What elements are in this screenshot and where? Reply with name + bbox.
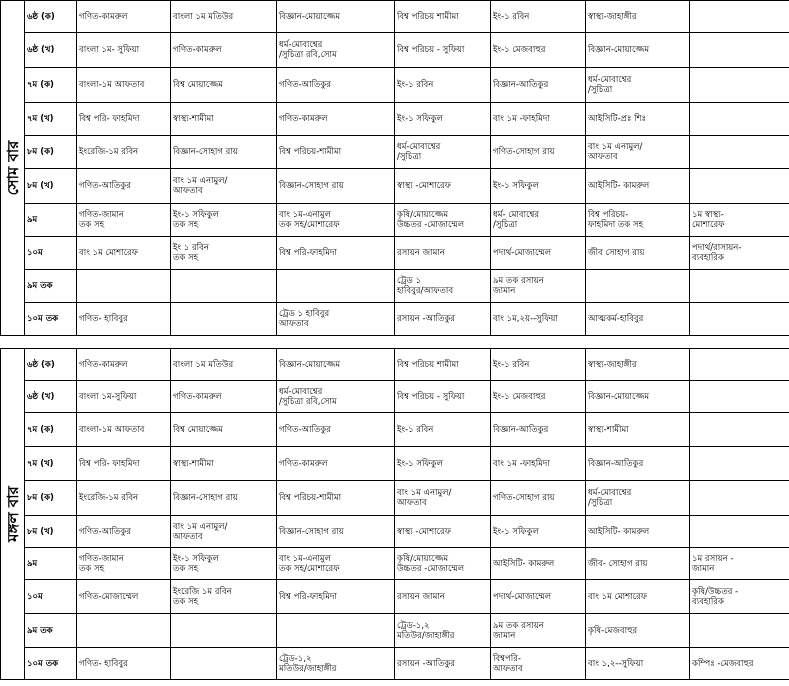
class-name-cell: ৮ম (ক) [25, 481, 77, 516]
table-row [1, 33, 789, 68]
period-cell: গণিত-আতিকুর [277, 413, 395, 447]
period-cell: স্বাস্থ্য -মোশারেফ [395, 169, 491, 204]
period-cell: বিশ্ব পরিচয় - সুফিয়া [395, 33, 491, 68]
period-cell: গণিত-কামরুল [171, 33, 277, 68]
period-cell: ১ম স্বাস্থ্য- মোশারেফ [690, 204, 789, 237]
period-cell: আইসিটি- কামরুল [586, 516, 690, 548]
period-cell: বাং ১ম মোশারেফ [77, 237, 171, 270]
period-cell [690, 169, 789, 204]
period-cell: গণিত-কামরুল [77, 1, 171, 33]
period-cell: বাং ১ম -ফাহমিদা [491, 447, 586, 481]
period-cell: বাং ১ম-এনামুল তক সহ/মোশারেফ [277, 548, 395, 580]
period-cell: ইংরেজি ১ম রবিন তক সহ [171, 580, 277, 614]
period-cell: বিশ্ব মোয়াজ্জেম [171, 413, 277, 447]
period-cell [690, 349, 789, 381]
period-cell [171, 648, 277, 680]
schedule-grid [0, 0, 789, 336]
period-cell: ইং-১ রবিন [395, 68, 491, 103]
period-cell: বাং ১ম -ফাহমিদা [491, 103, 586, 136]
class-name-cell: ১০ম তক [25, 303, 77, 336]
period-cell: পদার্থ-মোজাম্মেল [491, 237, 586, 270]
class-name-cell: ৭ম (ক) [25, 68, 77, 103]
period-cell: বিশ্ব পরি- ফাহমিদা [77, 103, 171, 136]
period-cell: স্বাস্থ্য-জাহাঙ্গীর [586, 1, 690, 33]
class-name-cell: ৯ম তক [25, 614, 77, 648]
period-cell: বিজ্ঞান-আতিকুর [586, 447, 690, 481]
period-cell [690, 447, 789, 481]
period-cell: গণিত-কামরুল [171, 381, 277, 413]
period-cell: পদার্থ/রাসায়ন- ব্যবহারিক [690, 237, 789, 270]
period-cell: বিশ্বপরি- আফতাব [491, 648, 586, 680]
day-cell [1, 1, 25, 336]
period-cell [171, 270, 277, 303]
class-name-cell: ৮ম (খ) [25, 516, 77, 548]
period-cell: গণিত-জামান তক সহ [77, 204, 171, 237]
period-cell: গণিত- হাবিবুর [77, 648, 171, 680]
table-row [1, 136, 789, 169]
period-cell: বাং ১ম,২য়--সুফিয়া [491, 303, 586, 336]
period-cell: বিজ্ঞান-মোয়াজ্জেম [277, 349, 395, 381]
period-cell: বাংলা-১ম আফতাব [77, 413, 171, 447]
period-cell: গণিত-কামরুল [277, 103, 395, 136]
period-cell: গণিত-মোজাম্মেল [77, 580, 171, 614]
period-cell: গণিত- হাবিবুর [77, 303, 171, 336]
period-cell: গণিত-আতিকুর [77, 169, 171, 204]
period-cell: ইং ১ রবিন তক সহ [171, 237, 277, 270]
period-cell [586, 270, 690, 303]
period-cell [690, 614, 789, 648]
period-cell: ইং-১ সফিকুল তক সহ [171, 204, 277, 237]
table-row [1, 516, 789, 548]
class-name-cell: ৬ষ্ঠ (ক) [25, 1, 77, 33]
period-cell [277, 614, 395, 648]
period-cell: রসায়ন -আতিকুর [395, 648, 491, 680]
period-cell: বিজ্ঞান-আতিকুর [491, 68, 586, 103]
class-name-cell: ৯ম [25, 548, 77, 580]
period-cell: গণিত-সোহাগ রায় [491, 136, 586, 169]
period-cell: ইং-১ মেজবাহুর [491, 381, 586, 413]
period-cell: কৃষি-মেজবাহুর [586, 614, 690, 648]
period-cell: ধর্ম-মোবাশ্বের /সুচিত্রা [395, 136, 491, 169]
period-cell: রসায়ন -আতিকুর [395, 303, 491, 336]
period-cell: বিশ্ব পরি- ফাহমিদা [77, 447, 171, 481]
day-label: সোম বার [3, 140, 22, 196]
period-cell: বিজ্ঞান-সোহাগ রায় [171, 136, 277, 169]
period-cell: ৯ম তক রসায়ন জামান [491, 270, 586, 303]
class-name-cell: ৬ষ্ঠ (খ) [25, 381, 77, 413]
period-cell: আইসিটি-প্রঃ শিঃ [586, 103, 690, 136]
period-cell: আইসিটি- কামরুল [586, 169, 690, 204]
period-cell: গণিত-আতিকুর [277, 68, 395, 103]
period-cell: বিশ্ব পরিচয় শামীমা [395, 1, 491, 33]
period-cell [690, 136, 789, 169]
table-row [1, 270, 789, 303]
period-cell: বিজ্ঞান-আতিকুর [491, 413, 586, 447]
period-cell: স্বাস্থ্য -মোশারেফ [395, 516, 491, 548]
schedule-grid [0, 348, 789, 680]
period-cell: কম্পিঃ -মেজবাহুর [690, 648, 789, 680]
period-cell [690, 103, 789, 136]
period-cell [690, 303, 789, 336]
period-cell [277, 270, 395, 303]
period-cell: বিজ্ঞান-সোহাগ রায় [277, 516, 395, 548]
period-cell [171, 303, 277, 336]
day-label: মঙ্গল বার [3, 486, 22, 542]
period-cell: বিজ্ঞান-সোহাগ রায় [277, 169, 395, 204]
routine-table-tuesday [0, 348, 789, 680]
period-cell [77, 270, 171, 303]
period-cell: ইংরেজি-১ম রবিন [77, 136, 171, 169]
period-cell: ধর্ম-মোবাশ্বের /সুচিত্রা রবি,সোম [277, 381, 395, 413]
period-cell: গণিত-জামান তক সহ [77, 548, 171, 580]
period-cell: স্বাস্থ্য-শামীমা [171, 103, 277, 136]
period-cell: ধর্ম-মোবাশ্বের /সুচিত্রা [586, 481, 690, 516]
class-name-cell: ১০ম তক [25, 648, 77, 680]
period-cell: ইংরেজি-১ম রবিন [77, 481, 171, 516]
table-row [1, 303, 789, 336]
period-cell: স্বাস্থ্য-জাহাঙ্গীর [586, 349, 690, 381]
period-cell [690, 516, 789, 548]
period-cell [77, 614, 171, 648]
period-cell: ইং-১ রবিন [491, 1, 586, 33]
class-name-cell: ৯ম [25, 204, 77, 237]
period-cell: বাংলা ১ম-সুফিয়া [77, 381, 171, 413]
period-cell: বিজ্ঞান-মোয়াজ্জেম [277, 1, 395, 33]
period-cell [690, 33, 789, 68]
table-row [1, 169, 789, 204]
period-cell: বাংলা-১ম আফতাব [77, 68, 171, 103]
period-cell: বাংলা ১ম মতিউর [171, 1, 277, 33]
period-cell: ইং-১ রবিন [395, 413, 491, 447]
period-cell: আত্মকর্ম-হাবিবুর [586, 303, 690, 336]
period-cell: ট্রেড ১ হাবিবুর/আফতাব [395, 270, 491, 303]
period-cell: বিশ্ব পরি-ফাহমিদা [277, 237, 395, 270]
class-name-cell: ৮ম (ক) [25, 136, 77, 169]
period-cell: ইং-১ রবিন [491, 349, 586, 381]
period-cell: বিশ্ব পরি-ফাহমিদা [277, 580, 395, 614]
period-cell [690, 381, 789, 413]
routine-table-monday [0, 0, 789, 336]
period-cell: ইং-১ সফিকুল [491, 516, 586, 548]
period-cell: বাং ১ম মোশারেফ [586, 580, 690, 614]
period-cell: কৃষি/মোয়াজ্জেম উচ্চতর -মোজাম্মেল [395, 548, 491, 580]
period-cell: ধর্ম- মোবাশ্বের /সুচিত্রা [491, 204, 586, 237]
table-row [1, 381, 789, 413]
period-cell: গণিত-আতিকুর [77, 516, 171, 548]
table-row [1, 447, 789, 481]
period-cell: বিশ্ব পরিচয়-শামীমা [277, 136, 395, 169]
period-cell: বিশ্ব পরিচয়- ফাহমিদা তক সহ [586, 204, 690, 237]
period-cell [690, 1, 789, 33]
period-cell: বিজ্ঞান-মোয়াজ্জেম [586, 33, 690, 68]
period-cell: গণিত-সোহাগ রায় [491, 481, 586, 516]
table-row [1, 68, 789, 103]
table-row [1, 481, 789, 516]
table-row [1, 103, 789, 136]
table-row [1, 614, 789, 648]
period-cell: ইং-১ সফিকুল তক সহ [171, 548, 277, 580]
period-cell: জীব- সোহাগ রায় [586, 548, 690, 580]
table-row [1, 413, 789, 447]
period-cell: বিশ্ব পরিচয়-শামীমা [277, 481, 395, 516]
period-cell: ট্রেড ১ হাবিবুর আফতাব [277, 303, 395, 336]
period-cell: গণিত-কামরুল [77, 349, 171, 381]
class-name-cell: ৬ষ্ঠ (খ) [25, 33, 77, 68]
day-cell [1, 349, 25, 680]
period-cell: স্বাস্থ্য-শামীমা [586, 413, 690, 447]
class-name-cell: ৭ম (ক) [25, 413, 77, 447]
period-cell: পদার্থ-মোজাম্মেল [491, 580, 586, 614]
period-cell: ১ম রসায়ন - জামান [690, 548, 789, 580]
period-cell: ট্রেড-১,২ মতিউর/জাহাঙ্গীর [277, 648, 395, 680]
table-row [1, 237, 789, 270]
class-name-cell: ১০ম [25, 237, 77, 270]
period-cell [690, 270, 789, 303]
table-row [1, 580, 789, 614]
period-cell [171, 614, 277, 648]
period-cell: বাং ১,২--সুফিয়া [586, 648, 690, 680]
period-cell: কৃষি/উচ্চতর - ব্যবহারিক [690, 580, 789, 614]
class-name-cell: ৭ম (খ) [25, 447, 77, 481]
table-row [1, 548, 789, 580]
period-cell [690, 481, 789, 516]
period-cell: বিশ্ব মোয়াজ্জেম [171, 68, 277, 103]
period-cell: রসায়ন জামান [395, 237, 491, 270]
table-row [1, 648, 789, 680]
period-cell: ইং-১ সফিকুল [491, 169, 586, 204]
period-cell: গণিত-কামরুল [277, 447, 395, 481]
table-row [1, 349, 789, 381]
period-cell: ইং-১ সফিকুল [395, 103, 491, 136]
class-name-cell: ৭ম (খ) [25, 103, 77, 136]
period-cell: রসায়ন জামান [395, 580, 491, 614]
period-cell: বাং ১ম এনামুল/ আফতাব [586, 136, 690, 169]
table-row [1, 204, 789, 237]
period-cell: বাং ১ম এনামুল/ আফতাব [171, 169, 277, 204]
period-cell: ইং-১ সফিকুল [395, 447, 491, 481]
period-cell [690, 413, 789, 447]
period-cell: বাং ১ম এনামুল/ আফতাব [171, 516, 277, 548]
period-cell: স্বাস্থ্য-শামীমা [171, 447, 277, 481]
class-name-cell: ৯ম তক [25, 270, 77, 303]
period-cell [690, 68, 789, 103]
period-cell: আইসিটি- কামরুল [491, 548, 586, 580]
period-cell: বাংলা ১ম- সুফিয়া [77, 33, 171, 68]
class-name-cell: ১০ম [25, 580, 77, 614]
period-cell: ইং-১ মেজবাহুর [491, 33, 586, 68]
period-cell: কৃষি/মোয়াজ্জেম উচ্চতর -মোজাম্মেল [395, 204, 491, 237]
period-cell: জীব সোহাগ রায় [586, 237, 690, 270]
period-cell: বাং ১ম এনামুল/ আফতাব [395, 481, 491, 516]
table-row [1, 1, 789, 33]
class-name-cell: ৬ষ্ঠ (ক) [25, 349, 77, 381]
period-cell: বিজ্ঞান-সোহাগ রায় [171, 481, 277, 516]
period-cell: ট্রেড-১,২ মতিউর/জাহাঙ্গীর [395, 614, 491, 648]
period-cell: বিশ্ব পরিচয় - সুফিয়া [395, 381, 491, 413]
period-cell: ধর্ম-মোবাশ্বের /সুচিত্রা রবি,সোম [277, 33, 395, 68]
period-cell: বাং ১ম-এনামুল তক সহ/মোশারেফ [277, 204, 395, 237]
period-cell: ধর্ম-মোবাশ্বের /সুচিত্রা [586, 68, 690, 103]
period-cell: বিশ্ব পরিচয় শামীমা [395, 349, 491, 381]
period-cell: ৯ম তক রসায়ন জামান [491, 614, 586, 648]
period-cell: বাংলা ১ম মতিউর [171, 349, 277, 381]
period-cell: বিজ্ঞান-মোয়াজ্জেম [586, 381, 690, 413]
class-name-cell: ৮ম (খ) [25, 169, 77, 204]
